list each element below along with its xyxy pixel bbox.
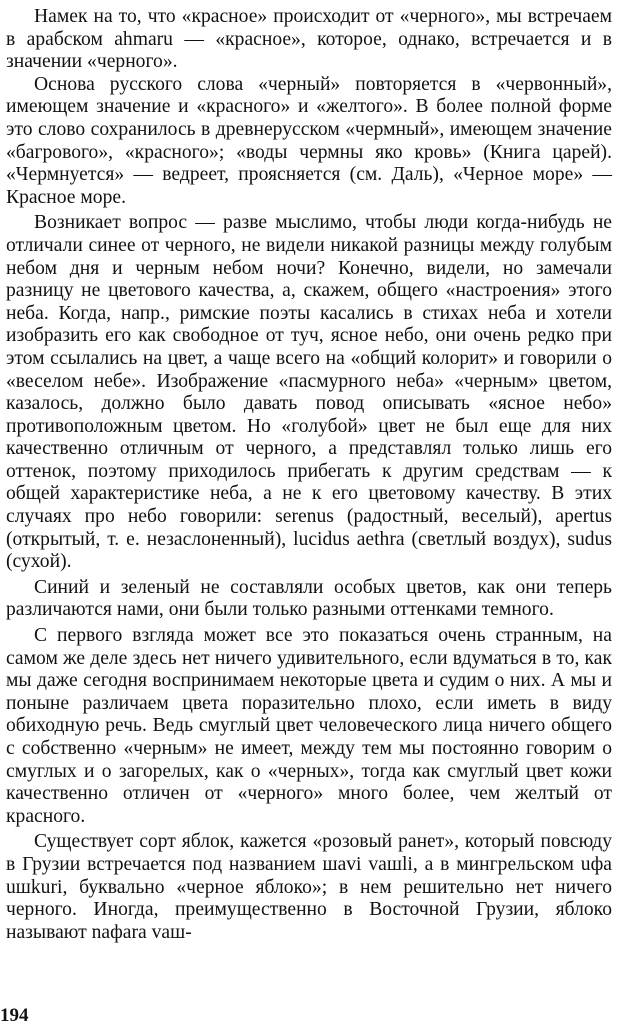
paragraph-sky-colors: Возникает вопрос — разве мыслимо, чтобы люди когда-нибудь не отличали синее от черного, не видели никакой разницы между голубым небом дня и черным небом ночи? Конечно, видели, но замечали разницу не цветового качества, а, скажем, общего «настроения» этого неба. Когда, напр., римские поэты касались в стихах неба и хотели изобразить его как свободное от туч, ясное небо, они очень редко при этом ссылались на цвет, а чаще всего на «общий колорит» и говорили о «веселом небе». Изображение «пасмурного неба» «черным» цветом, казалось, должно было давать повод описывать «ясное небо» противоположным цветом. Но «голубой» цвет не был еще для них качественно отличным от черного, а представлял только лишь его оттенок, поэтому приходилось прибегать к другим средствам — к общей характеристике неба, а не к его цветовому качеству. В этих случаях про небо говорили: serenus (радостный, веселый), apertus (открытый, т. е. незаслоненный), lucidus aethra (светлый воздух), sudus (сухой). <box>6 212 612 573</box>
paragraph-chermny: Основа русского слова «черный» повторяется в «червонный», имеющем значение и «красного» и «желтого». В более полной форме это слово сохранилось в древнерусском «чермный», имеющем значение «багрового», «красного»; «воды чермны яко кровь» (Книга царей). «Чермнуется» — ведреет, проясняется (см. Даль), «Черное море» — Красное море. <box>6 73 612 208</box>
paragraph-apple-variety: Существует сорт яблок, кажется «розовый ранет», который повсюду в Грузии встречается под названием шavi vaшli, а в мингрельском uфa uшkuri, буквально «черное яблоко»; в нем решительно нет ничего черного. Иногда, преимущественно в Восточной Грузии, яблоко называют naфara vaш- <box>6 831 612 943</box>
paragraph-color-perception: С первого взгляда может все это показаться очень странным, на самом же деле здесь нет ничего удивительного, если вдуматься в то, как мы даже сегодня воспринимаем некоторые цвета и судим о них. А мы и поныне различаем цвета поразительно плохо, если иметь в виду обиходную речь. Ведь смуглый цвет человеческого лица ничего общего с собственно «черным» не имеет, между тем мы постоянно говорим о смуглых и о загорелых, как о «черных», тогда как смуглый цвет кожи качественно отличен от «черного» много более, чем желтый от красного. <box>6 625 612 827</box>
page-number: 194 <box>0 1005 29 1026</box>
paragraph-arabic-ahmaru: Намек на то, что «красное» происходит от «черного», мы встречаем в арабском ahmaru — «красное», которое, однако, встречается и в значении «черного». <box>6 6 612 73</box>
paragraph-blue-green: Синий и зеленый не составляли особых цветов, как они теперь различаются нами, они были только разными оттенками темного. <box>6 576 612 621</box>
